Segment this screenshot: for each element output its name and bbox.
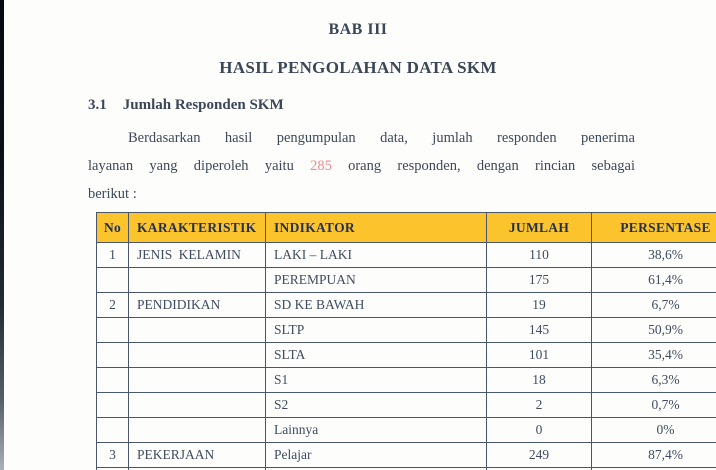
table-row: [97, 368, 716, 393]
cell-jumlah: 249: [487, 443, 592, 468]
cell-indikator: PEREMPUAN: [266, 268, 487, 293]
cell-jumlah: 101: [487, 343, 592, 368]
cell-indikator: Pelajar: [266, 443, 487, 468]
section-number: 3.1: [88, 97, 107, 113]
respondent-count-highlight: 285: [310, 158, 332, 174]
cell-karakteristik: JENIS KELAMIN: [129, 243, 266, 268]
cell-jumlah: 2: [487, 393, 592, 418]
cell-jumlah: 0: [487, 418, 592, 443]
table-row: [97, 418, 716, 443]
cell-persentase: 50,9%: [592, 318, 716, 343]
header-jumlah: JUMLAH: [487, 213, 592, 243]
cell-karakteristik: [129, 368, 266, 393]
table-row: [97, 318, 716, 343]
table-row: [97, 343, 716, 368]
table-row: [97, 268, 716, 293]
cell-no: [97, 318, 129, 343]
table-header-row: [97, 213, 716, 243]
cell-persentase: 6,7%: [592, 293, 716, 318]
paragraph-line-2-tail: orang responden, dengan rincian sebagai: [331, 158, 635, 174]
cell-no: 3: [97, 443, 129, 468]
chapter-title: BAB III: [328, 21, 388, 38]
header-karakteristik: KARAKTERISTIK: [129, 213, 266, 243]
cell-jumlah: 19: [487, 293, 592, 318]
cell-no: 1: [97, 243, 129, 268]
cell-indikator: SLTA: [266, 343, 487, 368]
header-persentase: PERSENTASE: [592, 213, 716, 243]
paragraph-line-2-text: layanan yang diperoleh yaitu: [88, 158, 311, 174]
chapter-subtitle: HASIL PENGOLAHAN DATA SKM: [219, 58, 497, 77]
cell-persentase: 35,4%: [592, 343, 716, 368]
header-no: No: [97, 213, 129, 243]
paragraph-line-1: Berdasarkan hasil pengumpulan data, jumlah responden penerima: [128, 130, 635, 146]
cell-persentase: 0%: [592, 418, 716, 443]
cell-persentase: 38,6%: [592, 243, 716, 268]
header-indikator: INDIKATOR: [266, 213, 487, 243]
table-body: [97, 243, 716, 470]
cell-karakteristik: PENDIDIKAN: [129, 293, 266, 318]
cell-no: 2: [97, 293, 129, 318]
cell-karakteristik: PEKERJAAN: [129, 443, 266, 468]
cell-jumlah: 110: [487, 243, 592, 268]
cell-no: [97, 368, 129, 393]
cell-indikator: SLTP: [266, 318, 487, 343]
paragraph-line-3: berikut :: [88, 186, 137, 202]
table-row: [97, 443, 716, 468]
table-row: [97, 393, 716, 418]
section-heading: [88, 97, 284, 114]
cell-jumlah: 18: [487, 368, 592, 393]
cell-no: [97, 393, 129, 418]
cell-persentase: 61,4%: [592, 268, 716, 293]
cell-indikator: S2: [266, 393, 487, 418]
respondent-table: [96, 212, 716, 470]
cell-no: [97, 418, 129, 443]
cell-persentase: 6,3%: [592, 368, 716, 393]
cell-karakteristik: [129, 318, 266, 343]
cell-karakteristik: [129, 393, 266, 418]
intro-paragraph: [88, 124, 635, 208]
cell-indikator: S1: [266, 368, 487, 393]
table-row: [97, 243, 716, 268]
cell-indikator: SD KE BAWAH: [266, 293, 487, 318]
cell-karakteristik: [129, 418, 266, 443]
cell-karakteristik: [129, 343, 266, 368]
section-title: Jumlah Responden SKM: [122, 97, 284, 113]
cell-no: [97, 268, 129, 293]
cell-no: [97, 343, 129, 368]
cell-karakteristik: [129, 268, 266, 293]
table-row: [97, 293, 716, 318]
cell-jumlah: 145: [487, 318, 592, 343]
cell-indikator: Lainnya: [266, 418, 487, 443]
cell-jumlah: 175: [487, 268, 592, 293]
cell-persentase: 87,4%: [592, 443, 716, 468]
cell-persentase: 0,7%: [592, 393, 716, 418]
paragraph-line-2: [88, 152, 635, 180]
table-header: [97, 213, 716, 243]
cell-indikator: LAKI – LAKI: [266, 243, 487, 268]
